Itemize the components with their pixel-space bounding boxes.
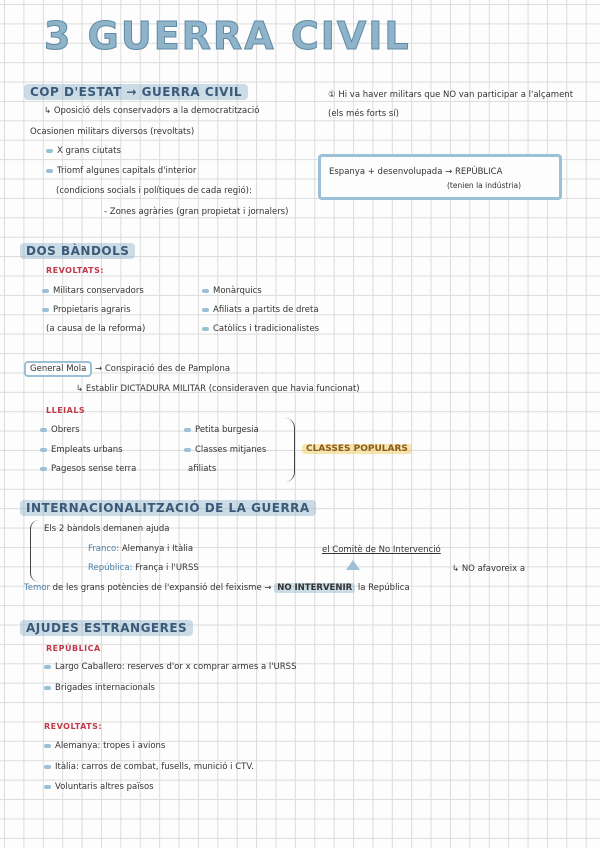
classes-populars: CLASSES POPULARS [302,444,412,454]
box-subtext: (tenien la indústria) [447,181,522,190]
intl-franco: Franco: Alemanya i Itàlia [88,544,194,554]
coup-conditions: (condicions socials i polítiques de cada regió): [56,186,252,196]
intl-favor: ↳ NO afavoreix a [452,564,526,574]
lleials-item-4: Petita burgesia [184,425,259,435]
coup-note: ① Hi va haver militars que NO van participar a l'alçament (els més forts sí) [328,90,574,119]
revoltats-item-5: Afiliats a partits de dreta [202,305,319,315]
revoltats-item-6: Catòlics i tradicionalistes [202,324,319,334]
revoltats-item-2: Propietaris agraris [42,305,131,315]
committee: el Comitè de No Intervenció [322,545,441,555]
section-heading-sides: DOS BÀNDOLS [20,243,135,259]
aid-rep-label: REPÚBLICA [46,644,101,653]
coup-bullet-2: Triomf algunes capitals d'interior [46,166,196,176]
section-heading-aid: AJUDES ESTRANGERES [20,620,193,636]
revoltats-label: REVOLTATS: [46,266,105,275]
bracket-line [30,520,39,582]
brace [284,418,295,482]
aid-rev-item-2: Itàlia: carros de combat, fusells, munició i CTV. [44,762,254,772]
lleials-item-6: afiliats [188,464,217,474]
arrow-up-icon [346,560,360,570]
box-text: Espanya + desenvolupada → REPÚBLICA [329,167,503,177]
lleials-item-2: Empleats urbans [40,445,123,455]
lleials-item-1: Obrers [40,425,80,435]
coup-bullet-1: X grans ciutats [46,146,121,156]
lleials-item-3: Pagesos sense terra [40,464,136,474]
intl-line-1: Els 2 bàndols demanen ajuda [44,524,170,534]
aid-rep-item-2: Brigades internacionals [44,683,155,693]
note-marker-icon: ① [328,90,336,100]
republic-box [318,154,562,200]
coup-opposition: ↳ Oposició dels conservadors a la democratització [44,106,260,116]
intl-fear-line: Temor de les grans potències de l'expansió del feixisme → NO INTERVENIR la República [24,583,410,593]
intl-republica: República: França i l'URSS [88,563,199,573]
section-heading-coup: COP D'ESTAT → GUERRA CIVIL [24,84,248,100]
coup-motives: Ocasionen militars diversos (revoltats) [30,127,195,137]
bullet-dash [46,149,53,153]
aid-rev-item-3: Voluntaris altres països [44,782,154,792]
dictatorship-line: ↳ Establir DICTADURA MILITAR (consideraven que havia funcionat) [76,384,360,394]
revoltats-item-4: Monàrquics [202,286,262,296]
revoltats-item-3: (a causa de la reforma) [46,324,146,334]
aid-rep-item-1: Largo Caballero: reserves d'or x comprar armes a l'URSS [44,662,296,672]
mola-line: General Mola → Conspiració des de Pamplona [24,364,230,374]
mola-label: General Mola [24,361,92,377]
coup-zones: - Zones agràries (gran propietat i jornalers) [104,207,289,217]
section-heading-intl: INTERNACIONALITZACIÓ DE LA GUERRA [20,500,316,516]
lleials-label: LLEIALS [46,406,86,415]
aid-rev-item-1: Alemanya: tropes i avions [44,741,165,751]
aid-rev-label: REVOLTATS: [44,722,103,731]
revoltats-item-1: Militars conservadors [42,286,144,296]
lleials-item-5: Classes mitjanes [184,445,266,455]
bullet-dash [46,169,53,173]
page-title: 3 GUERRA CIVIL [44,14,411,58]
